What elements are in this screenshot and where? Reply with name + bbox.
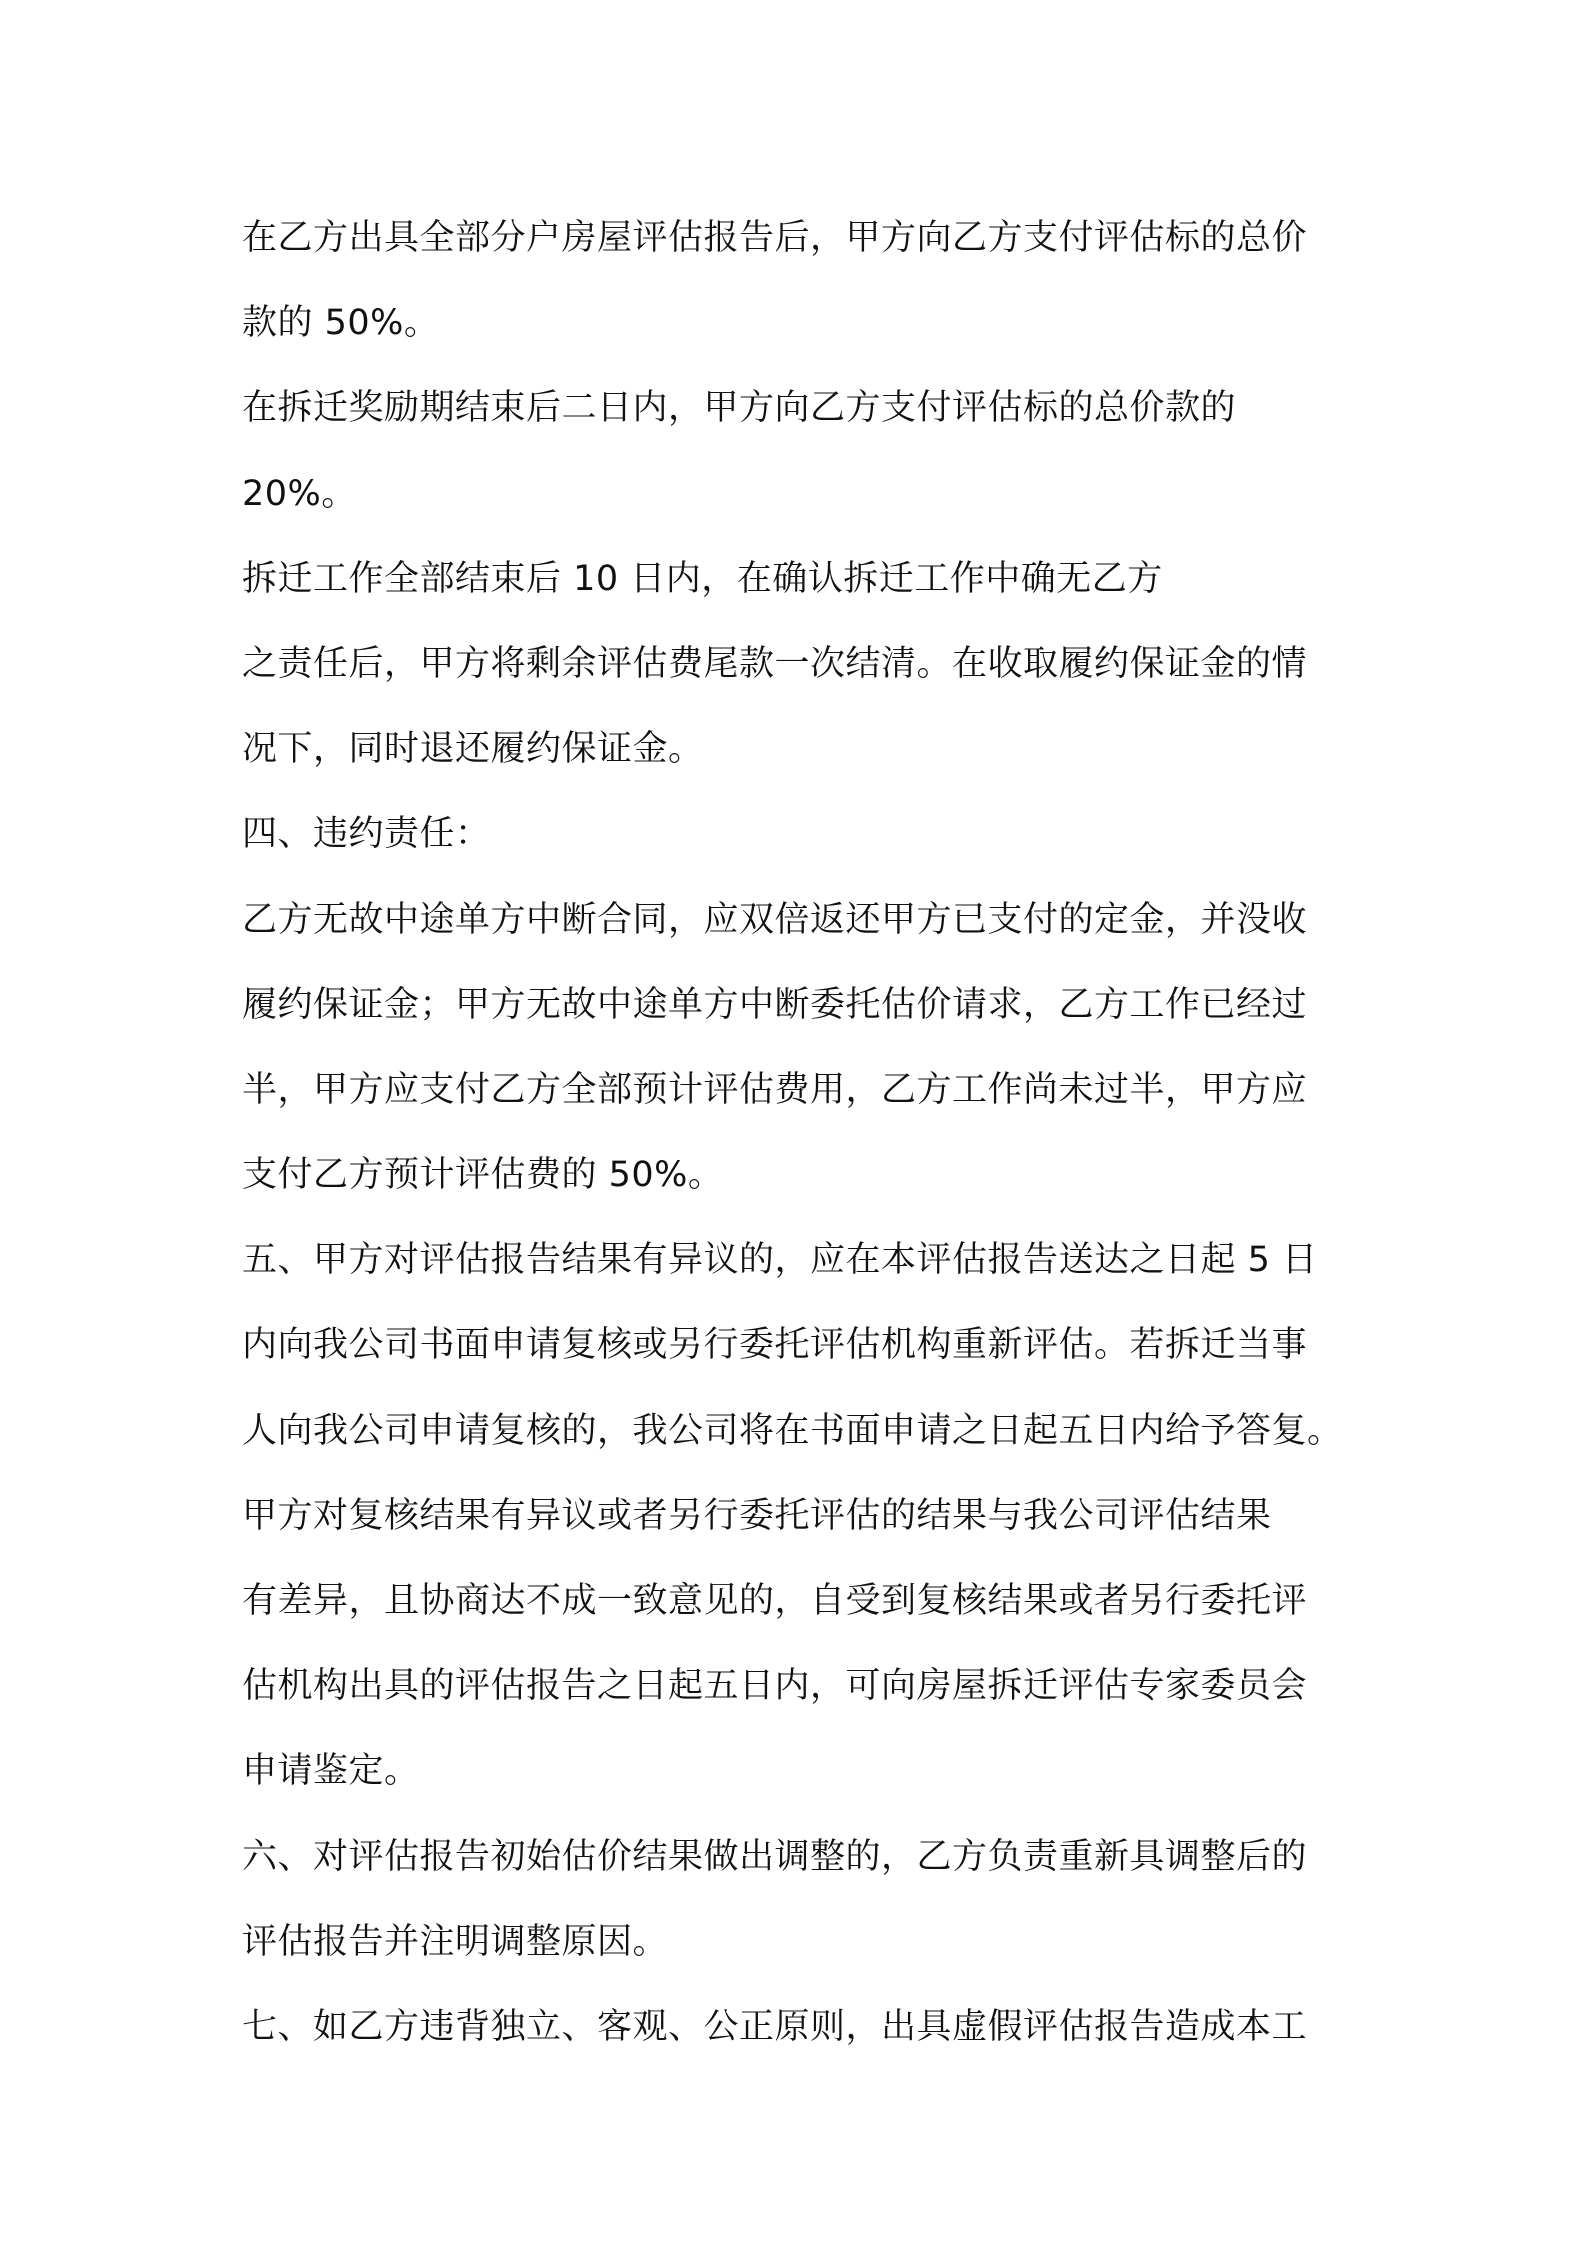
section-7-line: 七、如乙方违背独立、客观、公正原则，出具虚假评估报告造成本工 <box>242 2006 1308 2047</box>
contract-body-text <box>242 196 1542 2070</box>
text-line: 乙方无故中途单方中断合同，应双倍返还甲方已支付的定金，并没收 <box>242 899 1308 940</box>
text-line: 款的 50%。 <box>242 303 440 344</box>
section-5-line: 五、甲方对评估报告结果有异议的，应在本评估报告送达之日起 5 日 <box>242 1240 1318 1281</box>
text-line: 估机构出具的评估报告之日起五日内，可向房屋拆迁评估专家委员会 <box>242 1666 1308 1707</box>
text-line: 评估报告并注明调整原因。 <box>242 1921 669 1962</box>
section-heading-4: 四、违约责任： <box>242 814 491 855</box>
text-line: 20%。 <box>242 473 357 514</box>
text-line: 甲方对复核结果有异议或者另行委托评估的结果与我公司评估结果 <box>242 1495 1272 1536</box>
text-line: 支付乙方预计评估费的 50%。 <box>242 1155 724 1196</box>
text-line: 半，甲方应支付乙方全部预计评估费用，乙方工作尚未过半，甲方应 <box>242 1069 1308 1110</box>
text-line: 内向我公司书面申请复核或另行委托评估机构重新评估。若拆迁当事 <box>242 1325 1308 1366</box>
text-line: 在乙方出具全部分户房屋评估报告后，甲方向乙方支付评估标的总价 <box>242 218 1308 258</box>
text-line: 况下，同时退还履约保证金。 <box>242 729 704 770</box>
section-6-line: 六、对评估报告初始估价结果做出调整的，乙方负责重新具调整后的 <box>242 1836 1308 1877</box>
text-line: 拆迁工作全部结束后 10 日内，在确认拆迁工作中确无乙方 <box>242 558 1163 599</box>
text-line: 之责任后，甲方将剩余评估费尾款一次结清。在收取履约保证金的情 <box>242 643 1308 684</box>
text-line: 有差异，且协商达不成一致意见的，自受到复核结果或者另行委托评 <box>242 1581 1308 1621</box>
text-line: 人向我公司申请复核的，我公司将在书面申请之日起五日内给予答复。 <box>242 1410 1343 1451</box>
text-line: 申请鉴定。 <box>242 1751 420 1792</box>
text-line: 在拆迁奖励期结束后二日内，甲方向乙方支付评估标的总价款的 <box>242 388 1237 429</box>
text-line: 履约保证金；甲方无故中途单方中断委托估价请求，乙方工作已经过 <box>242 984 1308 1025</box>
